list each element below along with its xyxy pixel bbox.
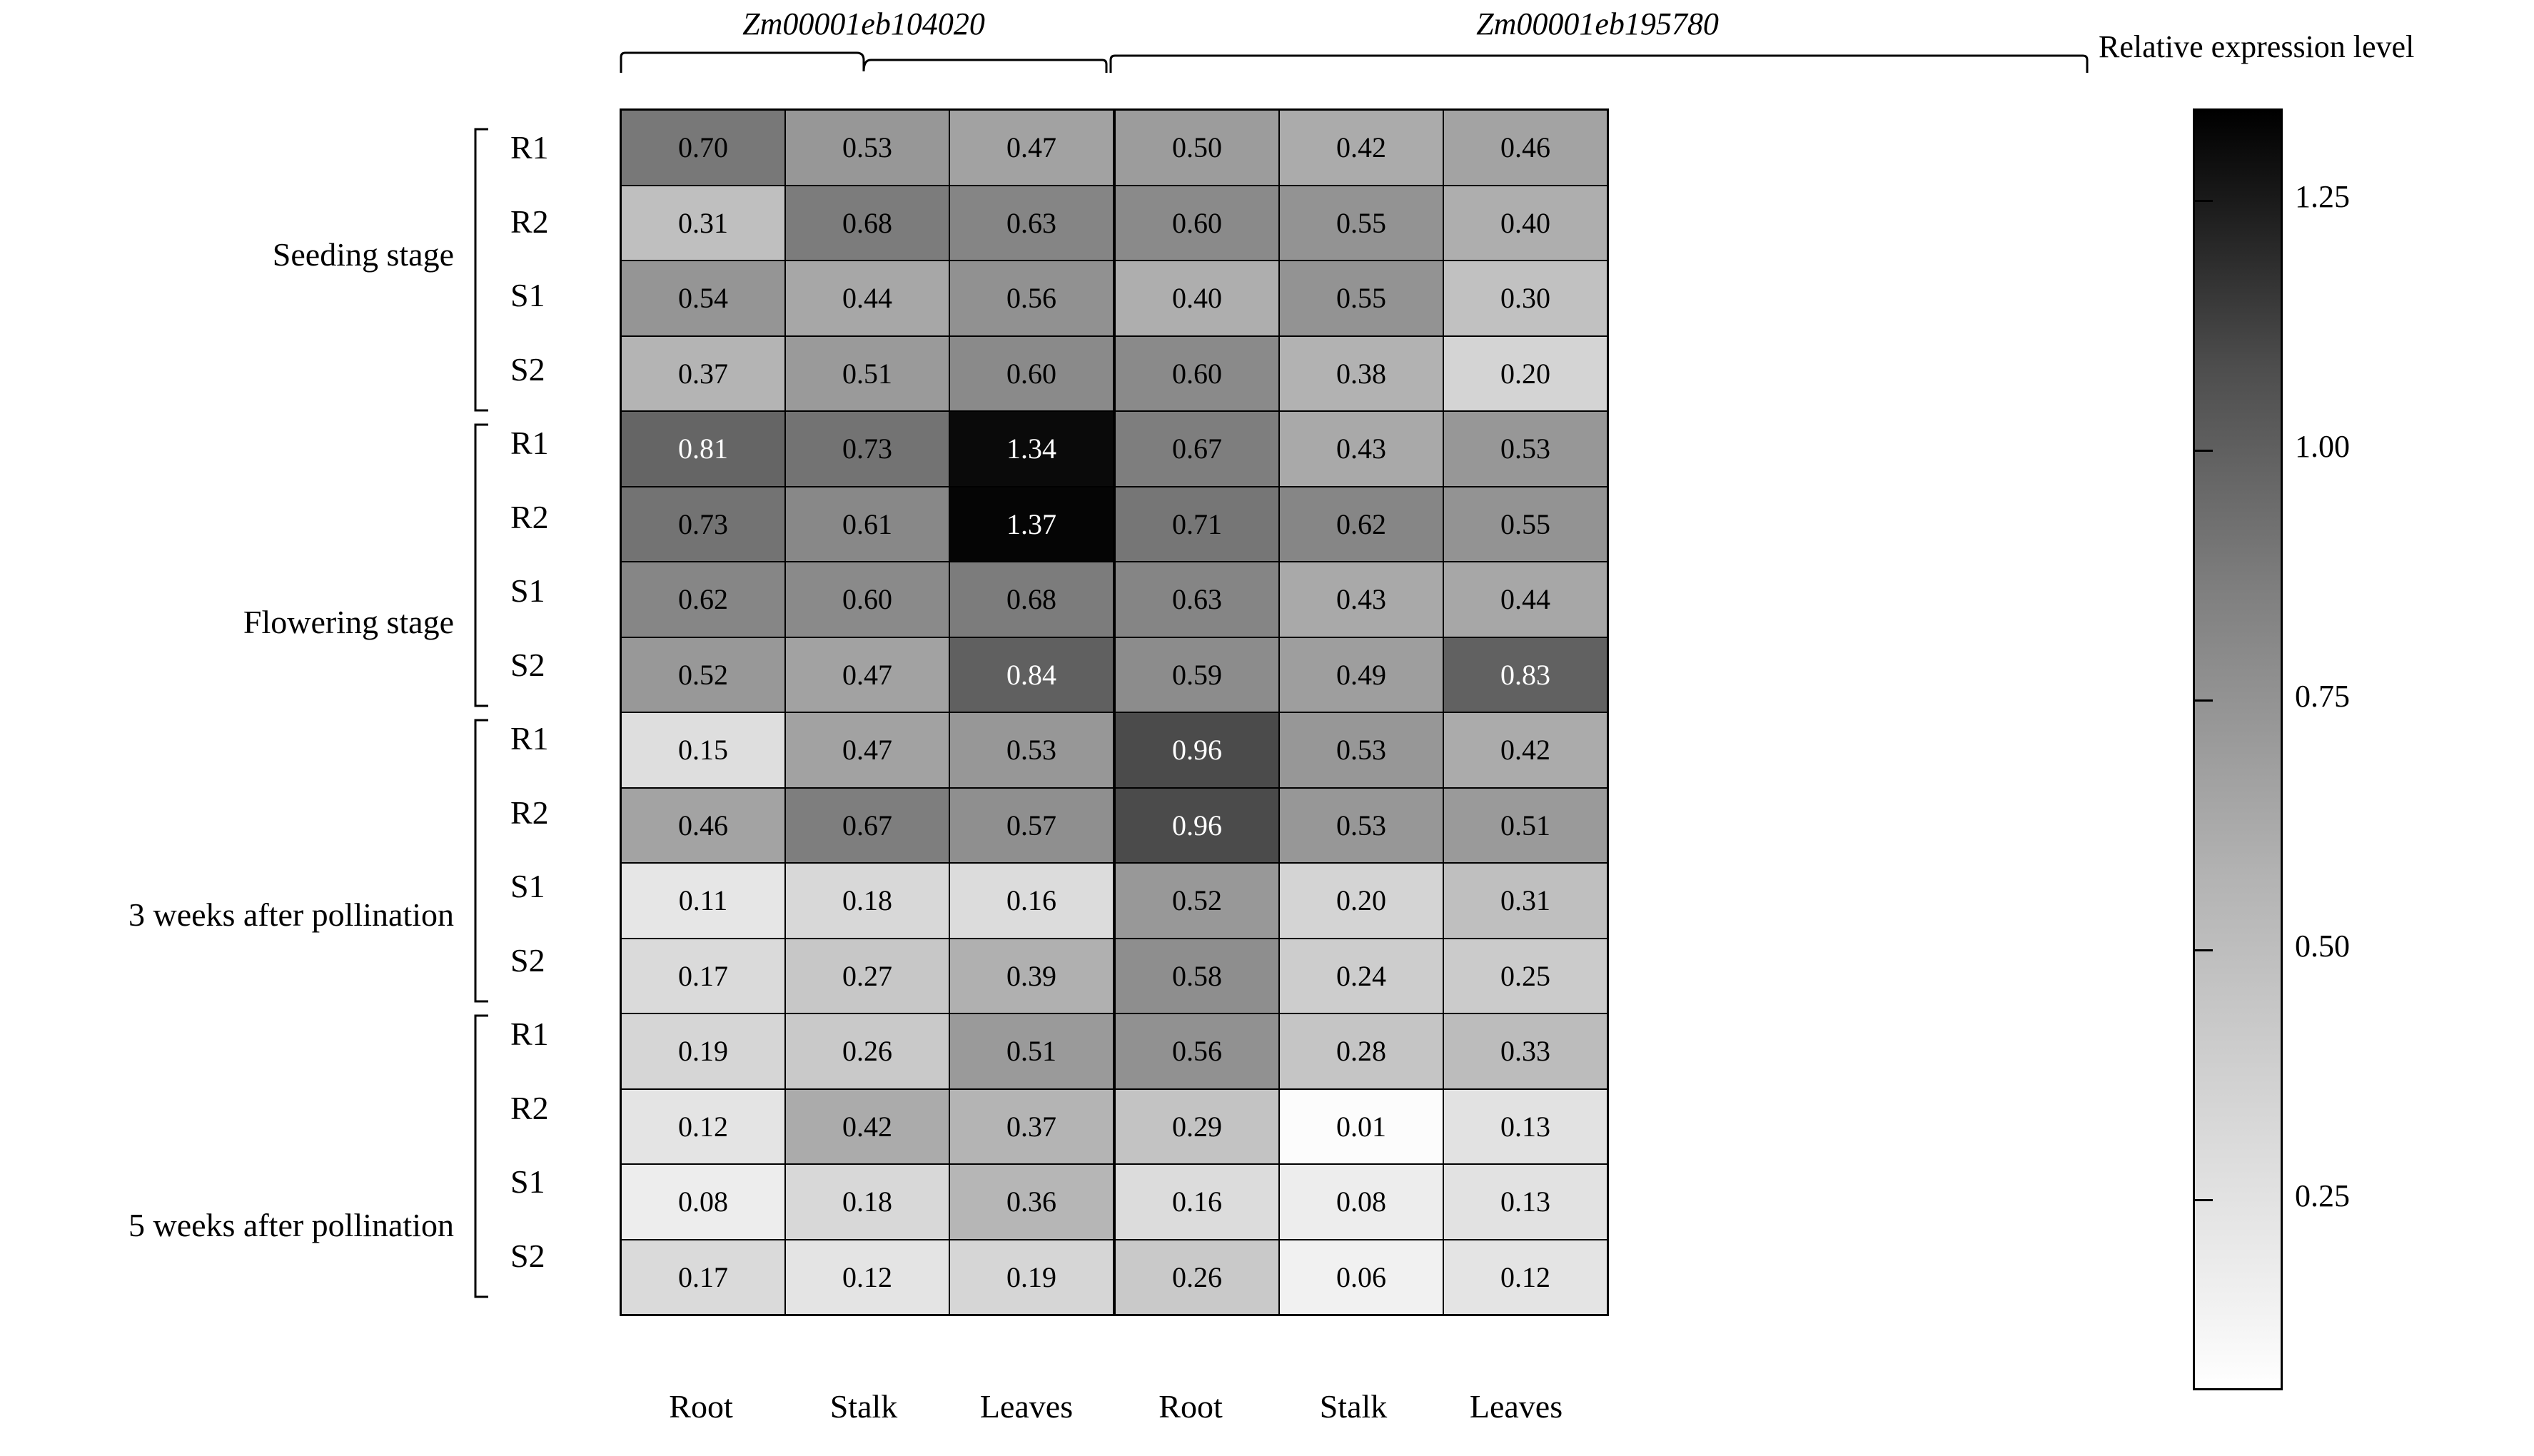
colorbar-gradient: [2193, 108, 2283, 1390]
group-bracket-3wk: [471, 718, 490, 1003]
heatmap-cell: 1.37: [949, 487, 1114, 562]
heatmap-cell: 0.60: [949, 336, 1114, 412]
row-label-s1-seeding: S1: [510, 277, 545, 313]
heatmap-row: [621, 863, 1608, 939]
gene-brace-right: [1109, 50, 2089, 74]
heatmap-cell: 0.17: [621, 939, 786, 1014]
heatmap-row: [621, 186, 1608, 261]
heatmap-cell: 0.37: [949, 1089, 1114, 1165]
heatmap-row: [621, 562, 1608, 637]
heatmap-cell: 0.58: [1114, 939, 1279, 1014]
heatmap-cell: 0.24: [1279, 939, 1443, 1014]
colorbar-tick-050: [2193, 949, 2213, 951]
colorbar-tick-125: [2193, 200, 2213, 202]
heatmap-cell: 0.52: [1114, 863, 1279, 939]
heatmap-row: [621, 1089, 1608, 1165]
heatmap-cell: 0.28: [1279, 1013, 1443, 1089]
heatmap-cell: 0.13: [1443, 1089, 1608, 1165]
heatmap-cell: 0.44: [1443, 562, 1608, 637]
colorbar-tick-025: [2193, 1199, 2213, 1201]
heatmap-cell: 0.18: [785, 1164, 949, 1240]
gene-label-right: Zm00001eb195780: [1476, 6, 1719, 41]
heatmap-cell: 0.73: [785, 411, 949, 487]
heatmap-cell: 0.53: [1279, 788, 1443, 864]
heatmap-row: [621, 939, 1608, 1014]
heatmap-cell: 0.68: [785, 186, 949, 261]
colorbar-tick-label-025: 0.25: [2295, 1178, 2350, 1213]
stage-label-3weeks: 3 weeks after pollination: [128, 896, 454, 933]
heatmap-cell: 0.16: [1114, 1164, 1279, 1240]
heatmap-cell: 0.55: [1443, 487, 1608, 562]
column-label-leaves-right: Leaves: [1469, 1388, 1563, 1425]
colorbar-tick-label-050: 0.50: [2295, 929, 2350, 964]
heatmap-row: [621, 110, 1608, 186]
heatmap-cell: 0.63: [949, 186, 1114, 261]
heatmap-cell: 0.53: [949, 712, 1114, 788]
heatmap-cell: 0.12: [1443, 1240, 1608, 1315]
heatmap-cell: 0.27: [785, 939, 949, 1014]
column-label-root-left: Root: [669, 1388, 733, 1425]
heatmap-cell: 0.55: [1279, 261, 1443, 336]
colorbar-title: Relative expression level: [2099, 29, 2415, 64]
heatmap-cell: 0.46: [621, 788, 786, 864]
heatmap-cell: 0.42: [1279, 110, 1443, 186]
colorbar-tick-label-125: 1.25: [2295, 179, 2350, 214]
heatmap-cell: 0.60: [1114, 186, 1279, 261]
heatmap-cell: 0.40: [1443, 186, 1608, 261]
heatmap-cell: 0.38: [1279, 336, 1443, 412]
heatmap-cell: 0.84: [949, 637, 1114, 713]
heatmap-row: [621, 261, 1608, 336]
row-label-r1-seeding: R1: [510, 129, 549, 166]
heatmap-cell: 0.70: [621, 110, 786, 186]
heatmap-cell: 0.71: [1114, 487, 1279, 562]
heatmap-cell: 0.67: [1114, 411, 1279, 487]
heatmap-cell: 0.40: [1114, 261, 1279, 336]
heatmap-cell: 0.25: [1443, 939, 1608, 1014]
heatmap-row: [621, 712, 1608, 788]
heatmap-cell: 0.51: [949, 1013, 1114, 1089]
heatmap-cell: 0.43: [1279, 562, 1443, 637]
row-label-r2-seeding: R2: [510, 203, 549, 240]
heatmap-row: [621, 336, 1608, 412]
heatmap-cell: 0.62: [1279, 487, 1443, 562]
heatmap-cell: 0.18: [785, 863, 949, 939]
heatmap-cell: 0.53: [1443, 411, 1608, 487]
heatmap-cell: 0.81: [621, 411, 786, 487]
heatmap-cell: 0.43: [1279, 411, 1443, 487]
heatmap-row: [621, 1013, 1608, 1089]
heatmap-cell: 0.47: [949, 110, 1114, 186]
heatmap-cell: 0.30: [1443, 261, 1608, 336]
row-label-s2-seeding: S2: [510, 351, 545, 388]
heatmap-cell: 0.12: [621, 1089, 786, 1165]
heatmap-cell: 0.01: [1279, 1089, 1443, 1165]
gene-label-left: Zm00001eb104020: [742, 6, 985, 41]
heatmap-cell: 0.42: [1443, 712, 1608, 788]
heatmap-cell: 0.52: [621, 637, 786, 713]
heatmap-row: [621, 487, 1608, 562]
stage-label-seeding: Seeding stage: [272, 236, 454, 273]
heatmap-row: [621, 788, 1608, 864]
heatmap-cell: 0.16: [949, 863, 1114, 939]
heatmap-cell: 0.47: [785, 637, 949, 713]
row-label-s2-flowering: S2: [510, 647, 545, 683]
heatmap-cell: 0.56: [949, 261, 1114, 336]
heatmap-cell: 0.60: [785, 562, 949, 637]
heatmap-cell: 0.19: [621, 1013, 786, 1089]
heatmap-cell: 0.42: [785, 1089, 949, 1165]
heatmap-cell: 0.29: [1114, 1089, 1279, 1165]
row-label-s1-5wk: S1: [510, 1163, 545, 1200]
heatmap-cell: 0.57: [949, 788, 1114, 864]
heatmap-cell: 0.44: [785, 261, 949, 336]
group-bracket-flowering: [471, 423, 490, 708]
heatmap-cell: 0.26: [785, 1013, 949, 1089]
heatmap-cell: 0.51: [1443, 788, 1608, 864]
heatmap-cell: 0.61: [785, 487, 949, 562]
heatmap-cell: 0.39: [949, 939, 1114, 1014]
heatmap-cell: 0.51: [785, 336, 949, 412]
row-label-r1-3wk: R1: [510, 720, 549, 757]
row-label-s2-3wk: S2: [510, 942, 545, 979]
heatmap-row: [621, 637, 1608, 713]
heatmap-cell: 0.50: [1114, 110, 1279, 186]
colorbar-tick-label-075: 0.75: [2295, 679, 2350, 714]
row-label-r1-flowering: R1: [510, 425, 549, 461]
heatmap-cell: 0.11: [621, 863, 786, 939]
column-label-root-right: Root: [1159, 1388, 1223, 1425]
heatmap-cell: 0.96: [1114, 712, 1279, 788]
heatmap-cell: 0.31: [1443, 863, 1608, 939]
heatmap-cell: 0.96: [1114, 788, 1279, 864]
gene-brace-left: [620, 50, 1108, 74]
stage-label-5weeks: 5 weeks after pollination: [128, 1207, 454, 1243]
heatmap-cell: 0.53: [1279, 712, 1443, 788]
heatmap-cell: 0.59: [1114, 637, 1279, 713]
heatmap-cell: 0.54: [621, 261, 786, 336]
heatmap-row: [621, 1164, 1608, 1240]
heatmap-cell: 0.53: [785, 110, 949, 186]
heatmap-cell: 0.15: [621, 712, 786, 788]
heatmap-cell: 0.31: [621, 186, 786, 261]
heatmap-cell: 0.37: [621, 336, 786, 412]
colorbar-tick-075: [2193, 699, 2213, 702]
row-label-r1-5wk: R1: [510, 1016, 549, 1052]
heatmap-cell: 0.17: [621, 1240, 786, 1315]
heatmap-cell: 0.73: [621, 487, 786, 562]
heatmap-cell: 0.56: [1114, 1013, 1279, 1089]
heatmap-cell: 0.13: [1443, 1164, 1608, 1240]
column-label-stalk-right: Stalk: [1319, 1388, 1388, 1425]
group-bracket-5wk: [471, 1013, 490, 1299]
heatmap-cell: 0.20: [1279, 863, 1443, 939]
colorbar-tick-100: [2193, 450, 2213, 452]
heatmap-cell: 0.67: [785, 788, 949, 864]
heatmap-cell: 1.34: [949, 411, 1114, 487]
row-label-r2-flowering: R2: [510, 499, 549, 535]
heatmap-cell: 0.47: [785, 712, 949, 788]
heatmap-cell: 0.83: [1443, 637, 1608, 713]
heatmap-cell: 0.62: [621, 562, 786, 637]
heatmap-row: [621, 1240, 1608, 1315]
row-label-s2-5wk: S2: [510, 1238, 545, 1274]
heatmap-cell: 0.19: [949, 1240, 1114, 1315]
heatmap-cell: 0.60: [1114, 336, 1279, 412]
heatmap-cell: 0.36: [949, 1164, 1114, 1240]
column-label-leaves-left: Leaves: [979, 1388, 1074, 1425]
heatmap-cell: 0.63: [1114, 562, 1279, 637]
heatmap-cell: 0.49: [1279, 637, 1443, 713]
row-label-s1-flowering: S1: [510, 572, 545, 609]
group-bracket-seeding: [471, 127, 490, 413]
heatmap-grid: [620, 108, 1609, 1316]
row-label-r2-3wk: R2: [510, 794, 549, 831]
heatmap-cell: 0.12: [785, 1240, 949, 1315]
heatmap-cell: 0.46: [1443, 110, 1608, 186]
heatmap-row: [621, 411, 1608, 487]
colorbar-tick-label-100: 1.00: [2295, 429, 2350, 464]
heatmap-cell: 0.08: [621, 1164, 786, 1240]
heatmap-cell: 0.20: [1443, 336, 1608, 412]
heatmap-cell: 0.55: [1279, 186, 1443, 261]
row-label-r2-5wk: R2: [510, 1090, 549, 1126]
heatmap-cell: 0.68: [949, 562, 1114, 637]
heatmap-cell: 0.33: [1443, 1013, 1608, 1089]
row-label-s1-3wk: S1: [510, 868, 545, 904]
column-label-stalk-left: Stalk: [829, 1388, 898, 1425]
heatmap-cell: 0.26: [1114, 1240, 1279, 1315]
stage-label-flowering: Flowering stage: [243, 604, 454, 640]
heatmap-cell: 0.06: [1279, 1240, 1443, 1315]
heatmap-cell: 0.08: [1279, 1164, 1443, 1240]
